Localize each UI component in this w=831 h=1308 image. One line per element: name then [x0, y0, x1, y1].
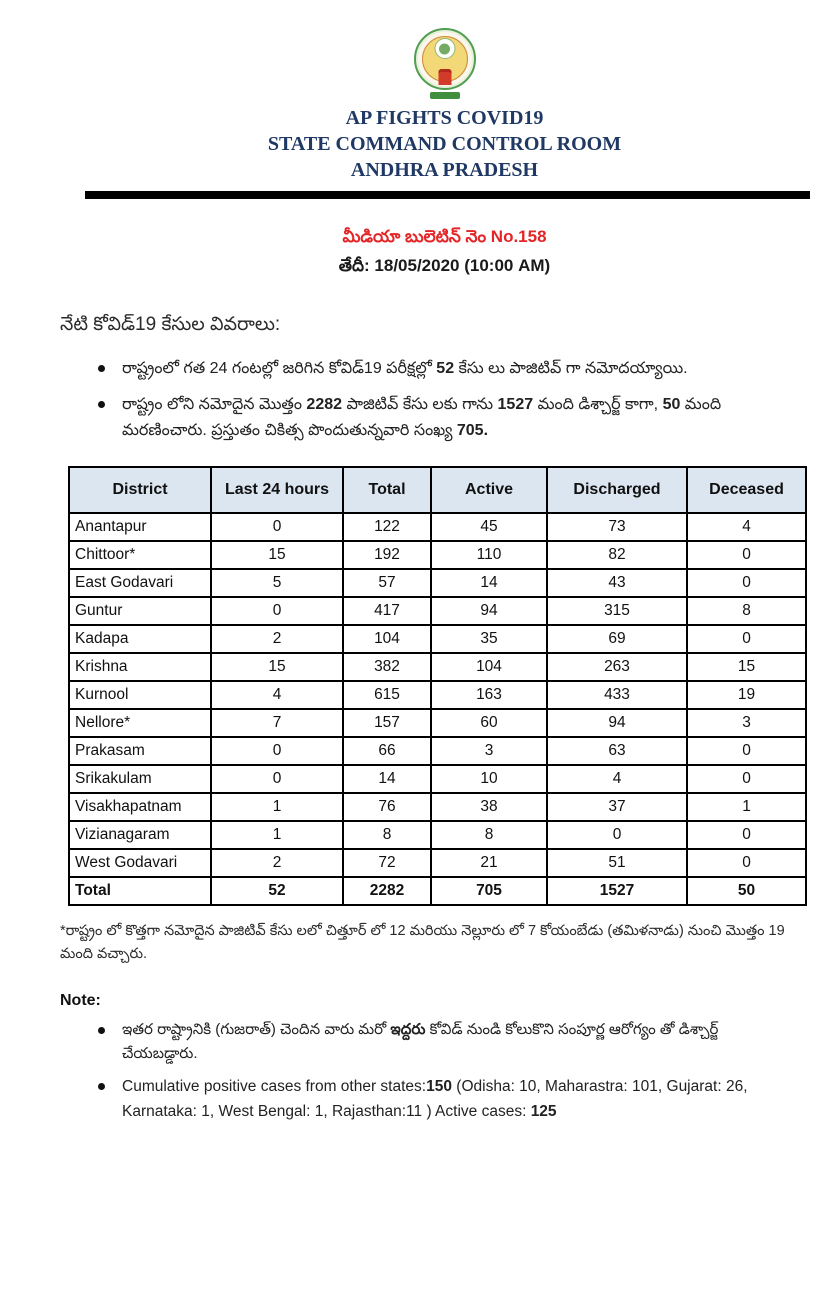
table-row [69, 541, 806, 569]
column-header-last24: Last 24 hours [211, 467, 343, 513]
value-cell: 19 [687, 681, 806, 709]
value-cell: 8 [343, 821, 431, 849]
value-cell: 0 [687, 569, 806, 597]
text-segment: రాష్ట్రం లోని నమోదైన మొత్తం [122, 396, 307, 413]
value-cell: 45 [431, 513, 547, 541]
value-cell: 0 [687, 737, 806, 765]
district-cell: Srikakulam [69, 765, 211, 793]
value-cell: 4 [211, 681, 343, 709]
value-cell: 263 [547, 653, 687, 681]
text-segment: పాజిటివ్ కేసు లకు గాను [342, 396, 498, 413]
value-cell: 35 [431, 625, 547, 653]
text-segment: కేసు లు పాజిటివ్ గా నమోదయ్యాయి. [454, 360, 688, 377]
column-header-active: Active [431, 467, 547, 513]
district-table-body [69, 513, 806, 905]
emblem-banner-icon [430, 92, 460, 99]
value-cell: 69 [547, 625, 687, 653]
summary-bullet-2-text [122, 392, 772, 444]
note-bullet-2-text [122, 1074, 762, 1124]
district-cell: Guntur [69, 597, 211, 625]
note-bullet-list [60, 1018, 805, 1124]
table-row [69, 513, 806, 541]
column-header-discharged: Discharged [547, 467, 687, 513]
header-title-block [72, 105, 817, 183]
value-cell: 1527 [547, 877, 687, 905]
value-cell: 1 [687, 793, 806, 821]
value-cell: 8 [687, 597, 806, 625]
value-cell: 76 [343, 793, 431, 821]
bullet-dot-icon [98, 1027, 105, 1034]
value-cell: 4 [547, 765, 687, 793]
district-cell: Kadapa [69, 625, 211, 653]
value-cell: 8 [431, 821, 547, 849]
value-cell: 52 [211, 877, 343, 905]
emblem-stupa-icon [438, 69, 451, 85]
value-cell: 94 [431, 597, 547, 625]
value-cell: 38 [431, 793, 547, 821]
value-cell: 14 [431, 569, 547, 597]
value-cell: 14 [343, 765, 431, 793]
ap-state-emblem-logo [412, 28, 478, 99]
note-bullet-2 [98, 1074, 805, 1124]
table-row [69, 793, 806, 821]
value-cell: 382 [343, 653, 431, 681]
summary-heading: నేటి కోవిడ్19 కేసుల వివరాలు: [60, 314, 281, 335]
emblem-center-seal-icon [434, 38, 455, 59]
district-cell: Prakasam [69, 737, 211, 765]
value-cell: 122 [343, 513, 431, 541]
note-heading: Note: [60, 992, 101, 1009]
value-cell: 66 [343, 737, 431, 765]
value-cell: 0 [547, 821, 687, 849]
value-cell: 157 [343, 709, 431, 737]
text-segment: Cumulative positive cases from other states: [122, 1078, 427, 1095]
value-cell: 104 [431, 653, 547, 681]
value-cell: 0 [687, 625, 806, 653]
district-cell: West Godavari [69, 849, 211, 877]
bulletin-number: మీడియా బులెటిన్ నెం No.158 [342, 227, 547, 246]
value-cell: 0 [687, 541, 806, 569]
value-cell: 417 [343, 597, 431, 625]
value-cell: 15 [211, 541, 343, 569]
value-cell: 705 [431, 877, 547, 905]
value-cell: 315 [547, 597, 687, 625]
district-cell: Chittoor* [69, 541, 211, 569]
value-cell: 63 [547, 737, 687, 765]
text-segment: 2282 [306, 396, 343, 413]
summary-bullet-1 [98, 356, 805, 382]
table-row [69, 737, 806, 765]
text-segment: 125 [530, 1103, 557, 1120]
text-segment: (Odisha: 10, Maharastra: 101, Gujarat: 26, Karnataka: 1, West Bengal: 1, Rajasthan:11 ) Active cases: [122, 1078, 748, 1120]
value-cell: 50 [687, 877, 806, 905]
table-row [69, 597, 806, 625]
value-cell: 15 [687, 653, 806, 681]
emblem-green-mark-icon [439, 43, 450, 54]
value-cell: 0 [211, 597, 343, 625]
value-cell: 73 [547, 513, 687, 541]
value-cell: 1 [211, 821, 343, 849]
value-cell: 37 [547, 793, 687, 821]
text-segment: 705. [456, 422, 489, 439]
district-cell: Kurnool [69, 681, 211, 709]
column-header-district: District [69, 467, 211, 513]
value-cell: 1 [211, 793, 343, 821]
text-segment: కోవిడ్ నుండి కోలుకొని సంపూర్ణ ఆరోగ్యం తో డిశ్చార్జ్ చేయబడ్డారు. [122, 1021, 719, 1062]
table-header-row [69, 467, 806, 513]
header-title-line1: AP FIGHTS COVID19 [345, 107, 544, 129]
value-cell: 2 [211, 625, 343, 653]
text-segment: మంది డిశ్చార్జ్ కాగా, [533, 396, 663, 413]
bullet-dot-icon [98, 401, 105, 408]
text-segment: 50 [662, 396, 681, 413]
text-segment: ఇతర రాష్ట్రానికి (గుజరాత్) చెందిన వారు మరో [122, 1021, 391, 1038]
value-cell: 51 [547, 849, 687, 877]
district-cell: Krishna [69, 653, 211, 681]
header-title-line3: ANDHRA PRADESH [350, 159, 539, 181]
value-cell: 104 [343, 625, 431, 653]
text-segment: మంది మరణించారు. ప్రస్తుతం చికిత్స పొందుతున్నవారి సంఖ్య [122, 396, 722, 439]
district-cell: Total [69, 877, 211, 905]
table-row [69, 625, 806, 653]
value-cell: 43 [547, 569, 687, 597]
media-bulletin-page [0, 28, 831, 1308]
value-cell: 57 [343, 569, 431, 597]
bullet-dot-icon [98, 1083, 105, 1090]
value-cell: 21 [431, 849, 547, 877]
value-cell: 10 [431, 765, 547, 793]
summary-bullet-2 [98, 392, 805, 444]
value-cell: 4 [687, 513, 806, 541]
note-bullet-1-text [122, 1018, 762, 1066]
table-row [69, 709, 806, 737]
table-total-row [69, 877, 806, 905]
value-cell: 3 [431, 737, 547, 765]
bullet-dot-icon [98, 365, 105, 372]
text-segment: 150 [426, 1078, 452, 1095]
table-row [69, 653, 806, 681]
value-cell: 7 [211, 709, 343, 737]
table-row [69, 821, 806, 849]
header-divider-rule [85, 191, 810, 199]
value-cell: 72 [343, 849, 431, 877]
value-cell: 3 [687, 709, 806, 737]
text-segment: 1527 [497, 396, 534, 413]
column-header-total: Total [343, 467, 431, 513]
emblem-outer-ring-icon [414, 28, 476, 90]
header-title-line2: STATE COMMAND CONTROL ROOM [267, 133, 622, 155]
value-cell: 0 [687, 849, 806, 877]
table-footnote: *రాష్ట్రం లో కొత్తగా నమోదైన పాజిటివ్ కేసు లలో చిత్తూర్ లో 12 మరియు నెల్లూరు లో 7 కోయంబేడు (తమిళనాడు) నుంచి మొత్తం 19 మంది వచ్చారు. [60, 923, 785, 962]
bulletin-date: తేదీ: 18/05/2020 (10:00 AM) [338, 256, 551, 275]
value-cell: 0 [687, 821, 806, 849]
table-row [69, 765, 806, 793]
value-cell: 94 [547, 709, 687, 737]
district-cell: Visakhapatnam [69, 793, 211, 821]
text-segment: ఇద్దరు [390, 1021, 426, 1038]
value-cell: 60 [431, 709, 547, 737]
summary-bullet-1-text [122, 356, 688, 382]
district-cell: Anantapur [69, 513, 211, 541]
district-cell: Nellore* [69, 709, 211, 737]
value-cell: 192 [343, 541, 431, 569]
summary-bullet-list [60, 356, 805, 444]
value-cell: 433 [547, 681, 687, 709]
value-cell: 82 [547, 541, 687, 569]
value-cell: 2282 [343, 877, 431, 905]
value-cell: 2 [211, 849, 343, 877]
column-header-deceased: Deceased [687, 467, 806, 513]
value-cell: 615 [343, 681, 431, 709]
value-cell: 0 [211, 513, 343, 541]
value-cell: 110 [431, 541, 547, 569]
note-bullet-1 [98, 1018, 805, 1066]
table-row [69, 849, 806, 877]
value-cell: 0 [211, 737, 343, 765]
value-cell: 15 [211, 653, 343, 681]
value-cell: 5 [211, 569, 343, 597]
table-row [69, 681, 806, 709]
district-cases-table [68, 466, 807, 906]
text-segment: రాష్ట్రంలో గత 24 గంటల్లో జరిగిన కోవిడ్19 పరీక్షల్లో [122, 360, 437, 377]
value-cell: 0 [687, 765, 806, 793]
district-cell: East Godavari [69, 569, 211, 597]
value-cell: 163 [431, 681, 547, 709]
text-segment: 52 [436, 360, 455, 377]
district-cell: Vizianagaram [69, 821, 211, 849]
table-row [69, 569, 806, 597]
value-cell: 0 [211, 765, 343, 793]
